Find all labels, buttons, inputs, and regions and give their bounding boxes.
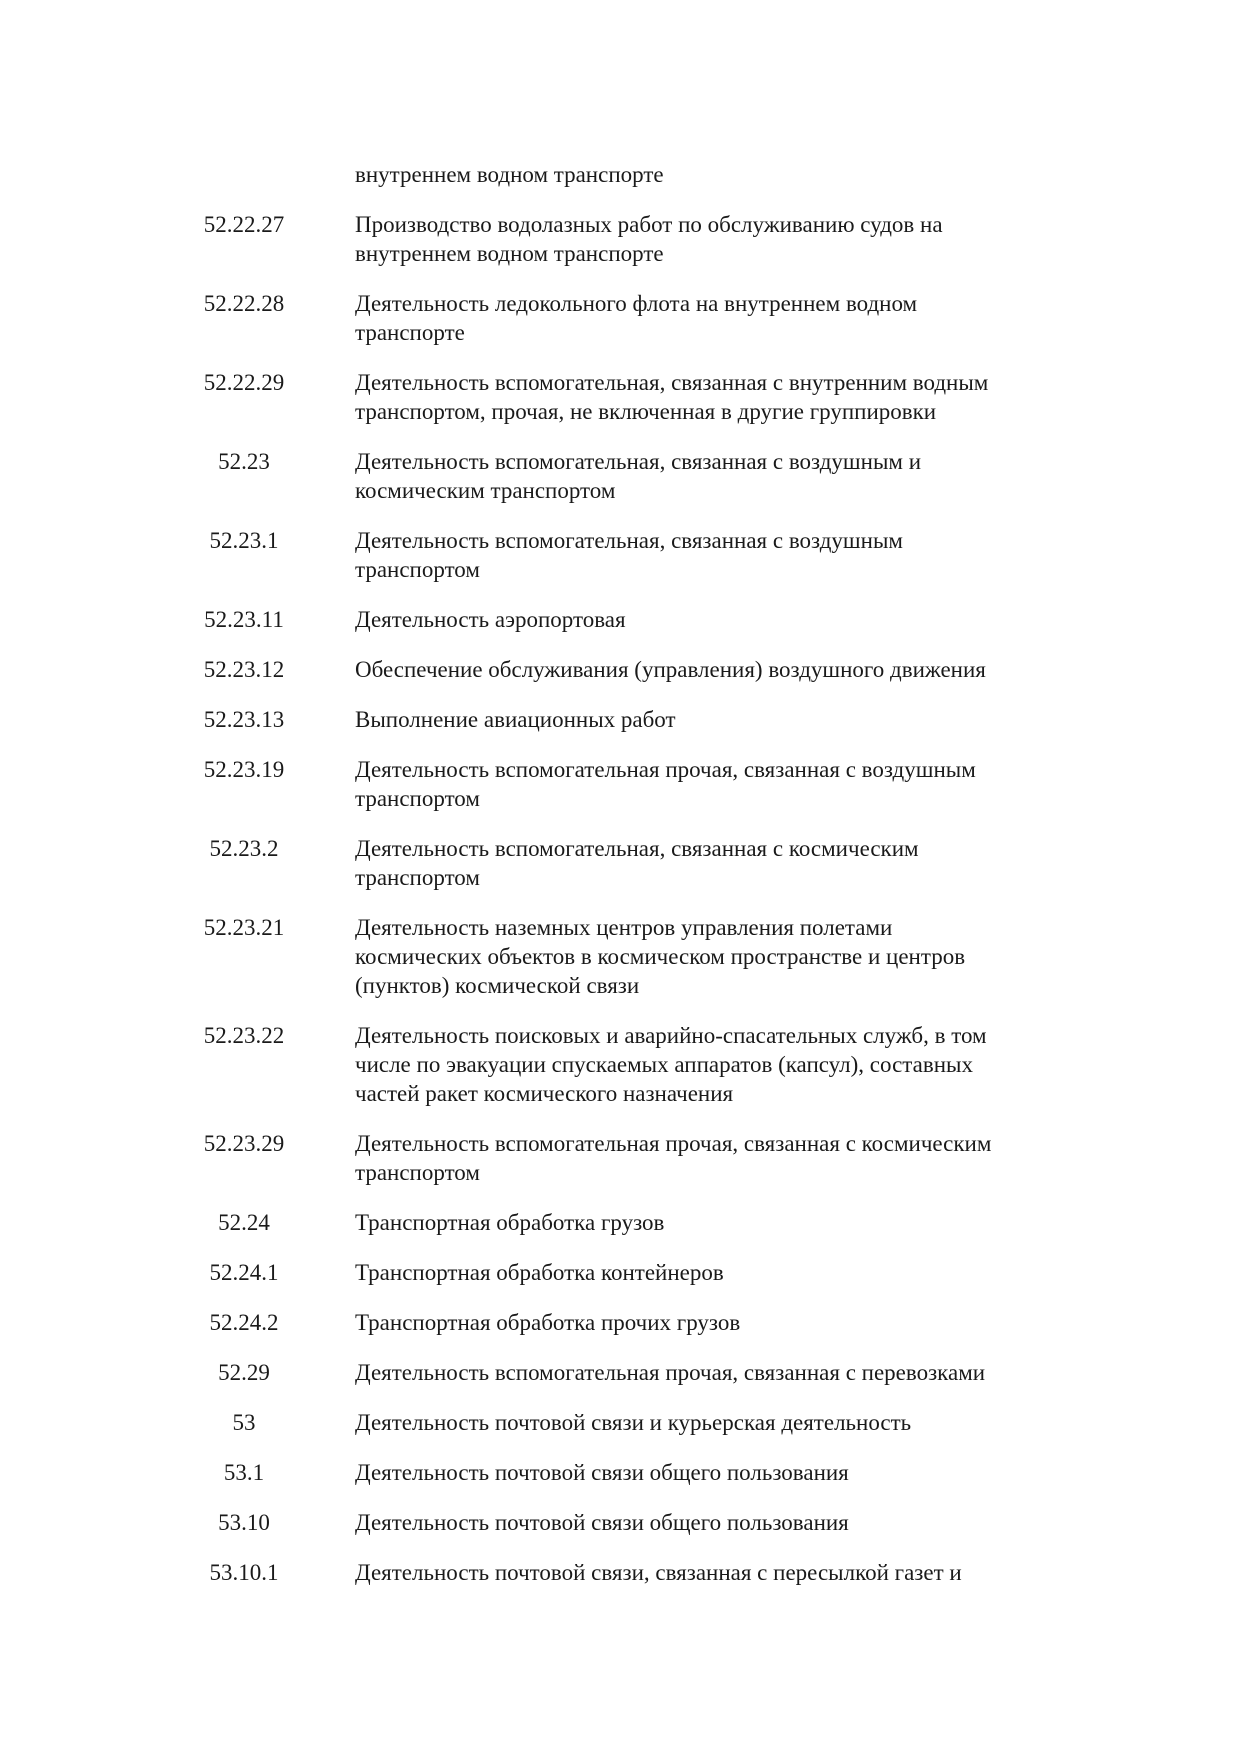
entry-description-line: Деятельность почтовой связи общего пользования [355,1460,849,1485]
entry-code: 52.23.2 [209,836,279,861]
entry-description-line: транспортом, прочая, не включенная в другие группировки [355,399,937,424]
entry-code: 53 [232,1410,256,1435]
entry-description-line: Деятельность аэропортовая [355,607,626,632]
entry-description-line: Деятельность вспомогательная, связанная с космическим [355,836,919,861]
entry-code: 53.10 [218,1510,270,1535]
entry-code: 52.24.1 [209,1260,279,1285]
entry-description-line: Деятельность поисковых и аварийно-спасательных служб, в том [355,1023,987,1048]
list-item [0,1508,1240,1537]
entry-code: 52.24 [218,1210,270,1235]
entry-code: 52.22.28 [203,291,285,316]
entry-description-line: Деятельность вспомогательная прочая, связанная с воздушным [355,757,976,782]
entry-description [355,705,1075,734]
list-item [0,1358,1240,1387]
entry-description [355,1358,1075,1387]
entry-description-line: Деятельность вспомогательная, связанная с воздушным и [355,449,922,474]
entry-code: 52.23.19 [203,757,285,782]
entry-code: 53.10.1 [209,1560,279,1585]
entry-description [355,1558,1075,1587]
entry-description [355,289,1075,347]
entry-description-line: Деятельность почтовой связи и курьерская деятельность [355,1410,912,1435]
entry-description-line: Выполнение авиационных работ [355,707,676,732]
entry-description [355,1308,1075,1337]
entry-description-line: транспортом [355,865,480,890]
entry-code: 52.23.13 [203,707,285,732]
entry-description-line: Транспортная обработка грузов [355,1210,665,1235]
list-item [0,447,1240,505]
entry-description-line: космических объектов в космическом пространстве и центров [355,944,966,969]
entry-description [355,1021,1075,1108]
list-item [0,605,1240,634]
list-item [0,834,1240,892]
entry-description [355,1208,1075,1237]
entry-description [355,913,1075,1000]
classification-list [0,210,1240,1608]
entry-description [355,1129,1075,1187]
entry-description [355,210,1075,268]
entry-description-line: Деятельность вспомогательная прочая, связанная с космическим [355,1131,992,1156]
entry-description-line: Деятельность ледокольного флота на внутреннем водном [355,291,918,316]
list-item [0,1258,1240,1287]
entry-description [355,1408,1075,1437]
entry-description [355,1458,1075,1487]
entry-code: 52.23.1 [209,528,279,553]
entry-description [355,526,1075,584]
list-item [0,368,1240,426]
list-item [0,1458,1240,1487]
entry-description-line: Деятельность наземных центров управления полетами [355,915,893,940]
entry-code: 52.23 [218,449,270,474]
list-item [0,913,1240,1000]
list-item [0,1308,1240,1337]
entry-description-line: Обеспечение обслуживания (управления) воздушного движения [355,657,986,682]
entry-description-line: частей ракет космического назначения [355,1081,734,1106]
entry-code: 52.23.12 [203,657,285,682]
entry-code: 52.23.11 [204,607,284,632]
entry-code: 52.29 [218,1360,270,1385]
entry-description-line: (пунктов) космической связи [355,973,640,998]
entry-code: 52.23.29 [203,1131,285,1156]
entry-description-line: Деятельность вспомогательная, связанная с воздушным [355,528,903,553]
entry-description-line: космическим транспортом [355,478,616,503]
entry-description [355,368,1075,426]
list-item [0,210,1240,268]
entry-description [355,605,1075,634]
list-item [0,1021,1240,1108]
entry-description-line: Производство водолазных работ по обслуживанию судов на [355,212,943,237]
entry-description [355,1258,1075,1287]
entry-description-line: транспортом [355,1160,480,1185]
entry-description-line: Транспортная обработка прочих грузов [355,1310,741,1335]
list-item [0,1408,1240,1437]
entry-description-line: транспортом [355,786,480,811]
entry-description [355,755,1075,813]
entry-description-line: Деятельность почтовой связи, связанная с пересылкой газет и [355,1560,962,1585]
entry-description-line: транспорте [355,320,465,345]
entry-code: 52.22.29 [203,370,285,395]
entry-description-line: Транспортная обработка контейнеров [355,1260,724,1285]
entry-code: 53.1 [223,1460,265,1485]
entry-code: 52.23.21 [203,915,285,940]
list-item [0,1129,1240,1187]
entry-description-line: Деятельность вспомогательная прочая, связанная с перевозками [355,1360,986,1385]
entry-code: 52.23.22 [203,1023,285,1048]
entry-description-line: транспортом [355,557,480,582]
list-item [0,1558,1240,1587]
list-item [0,655,1240,684]
entry-description [355,655,1075,684]
entry-description-line: числе по эвакуации спускаемых аппаратов (капсул), составных [355,1052,973,1077]
continuation-text: внутреннем водном транспорте [355,162,664,187]
list-item [0,289,1240,347]
entry-description-line: Деятельность вспомогательная, связанная с внутренним водным [355,370,989,395]
list-item [0,1208,1240,1237]
entry-code: 52.24.2 [209,1310,279,1335]
list-item [0,705,1240,734]
entry-description [355,1508,1075,1537]
entry-description-line: внутреннем водном транспорте [355,241,664,266]
entry-code: 52.22.27 [203,212,285,237]
entry-description [355,447,1075,505]
entry-description [355,834,1075,892]
entry-description-line: Деятельность почтовой связи общего пользования [355,1510,849,1535]
list-item [0,526,1240,584]
list-item [0,755,1240,813]
